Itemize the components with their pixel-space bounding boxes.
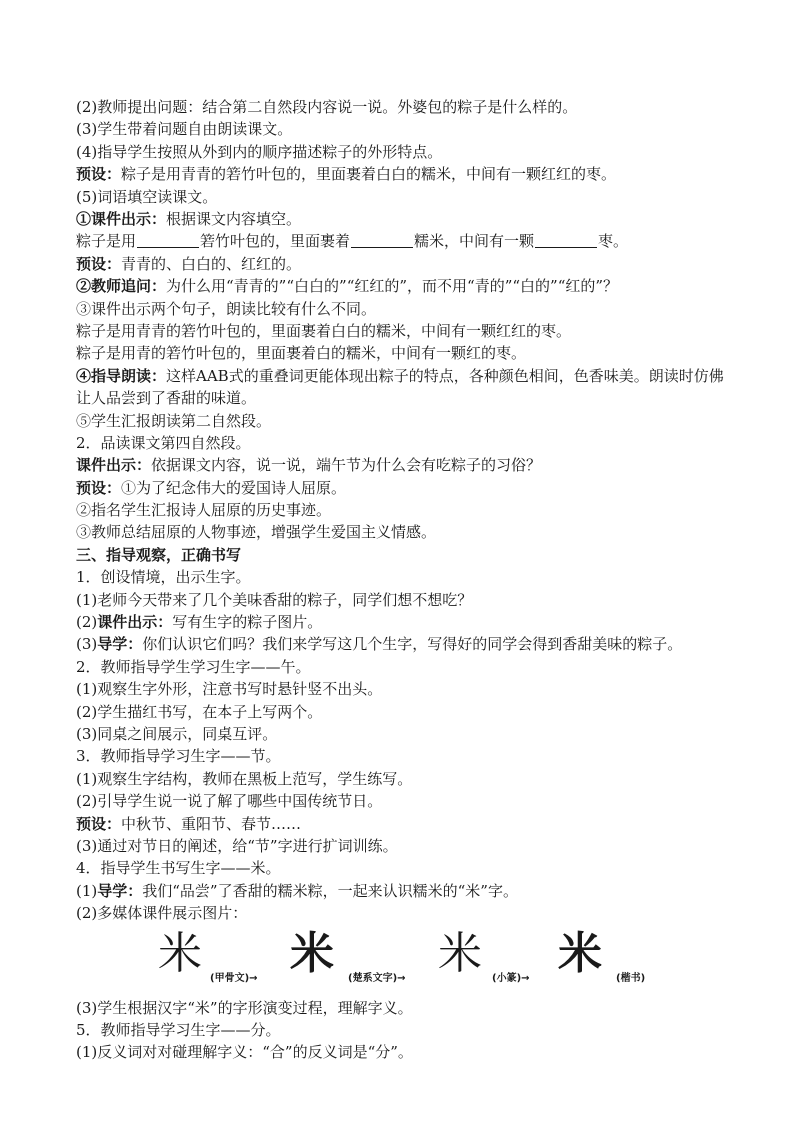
text-line: 2．品读课文第四自然段。 [76, 433, 251, 452]
line-text: 中秋节、重阳节、春节…… [121, 814, 302, 833]
caption-oracle-bone: (甲骨文)→ [210, 972, 258, 984]
text-line [76, 454, 726, 476]
text-line: 2．教师指导学生学习生字——午。 [76, 657, 311, 676]
text-line: (2)教师提出问题：结合第二自然段内容说一说。外婆包的粽子是什么样的。 [76, 98, 578, 116]
text-line: (3)同桌之间展示，同桌互评。 [76, 724, 278, 743]
text-line: (2)多媒体课件展示图片： [76, 904, 248, 923]
text-line: (1)反义词对对碰理解字义：“合”的反义词是“分”。 [76, 1043, 413, 1062]
line-text: 依据课文内容，说一说，端午节为什么会有吃粽子的习俗？ [151, 456, 542, 475]
text-line: (1)观察生字结构，教师在黑板上范写，学生练写。 [76, 769, 413, 788]
text-line [76, 275, 726, 297]
text-line: 粽子是用青的箬竹叶包的，里面裹着白的糯米，中间有一颗红的枣。 [76, 344, 527, 363]
text-line: (3)学生根据汉字“米”的字形演变过程，理解字义。 [76, 998, 413, 1017]
bold-label: ②教师追问： [76, 277, 167, 296]
blank-2 [351, 233, 413, 248]
line-text: ①为了纪念伟大的爱国诗人屈原。 [121, 478, 347, 497]
text-line [76, 208, 726, 230]
bold-label: 导学： [97, 635, 143, 654]
section-heading: 三、指导观察，正确书写 [76, 545, 242, 564]
text-line [76, 813, 726, 835]
regular-script-glyph: 米 [558, 927, 602, 979]
text-line: (2)引导学生说一说了解了哪些中国传统节日。 [76, 792, 383, 811]
blank-3 [535, 233, 597, 248]
text-line: ③教师总结屈原的人物事迹，增强学生爱国主义情感。 [76, 523, 437, 542]
line-text: 你们认识它们吗？我们来学写这几个生字，写得好的同学会得到香甜美味的粽子。 [142, 635, 683, 654]
small-seal-glyph: 米 [438, 927, 482, 979]
bold-label: 预设： [76, 478, 122, 497]
line-text: 根据课文内容填空。 [166, 209, 302, 228]
bold-label: 预设： [76, 165, 122, 184]
text-line: 3．教师指导学习生字——节。 [76, 747, 281, 766]
text-line: ②指名学生汇报诗人屈原的历史事迹。 [76, 501, 332, 520]
bold-label: 课件出示： [97, 613, 173, 632]
caption-small-seal: (小篆)→ [492, 972, 530, 984]
text-line: ⑤学生汇报朗读第二自然段。 [76, 411, 272, 430]
line-text: 写有生字的粽子图片。 [172, 613, 323, 632]
bold-label: ①课件出示： [76, 209, 167, 228]
text-line: 4．指导学生书写生字——米。 [76, 859, 281, 878]
text-line [76, 477, 726, 499]
text-line: (4)指导学生按照从外到内的顺序描述粽子的外形特点。 [76, 142, 443, 161]
lesson-content [76, 96, 726, 1064]
text-line: (1)观察生字外形，注意书写时悬针竖不出头。 [76, 680, 383, 699]
caption-chu-script: (楚系文字)→ [348, 972, 406, 984]
chu-script-glyph: 米 [290, 927, 334, 979]
bold-label: 导学： [97, 881, 143, 900]
blank-1 [137, 233, 199, 248]
bold-label: ④指导朗读： [76, 366, 167, 385]
text-line: (5)词语填空读课文。 [76, 187, 218, 206]
text-line [76, 163, 726, 185]
text-line [76, 253, 726, 275]
text-line: (3)学生带着问题自由朗读课文。 [76, 120, 293, 139]
oracle-bone-glyph: 米 [158, 927, 196, 979]
text-line: (3)导学：你们认识它们吗？我们来学写这几个生字，写得好的同学会得到香甜美味的粽子。 [76, 635, 683, 654]
text-line: 5．教师指导学习生字——分。 [76, 1020, 281, 1039]
text-line: (3)通过对节日的阐述，给“节”字进行扩词训练。 [76, 836, 398, 855]
line-text: 为什么用“青青的”“白白的”“红红的”，而不用“青的”“白的”“红的”？ [166, 277, 619, 296]
text-line: 1．创设情境，出示生字。 [76, 568, 251, 587]
text-line: (1)导学：我们“品尝”了香甜的糯米粽，一起来认识糯米的“米”字。 [76, 881, 518, 900]
line-text: 青青的、白白的、红红的。 [121, 254, 302, 273]
text-line: ③课件出示两个句子，朗读比较有什么不同。 [76, 299, 377, 318]
bold-label: 预设： [76, 814, 122, 833]
character-evolution-figure [76, 925, 726, 997]
fill-in-blank-line: 粽子是用 箬竹叶包的，里面裹着 糯米，中间有一颗 枣。 [76, 232, 629, 251]
text-line [76, 365, 726, 410]
text-line: (2)学生描红书写，在本子上写两个。 [76, 702, 323, 721]
text-line: 粽子是用青青的箬竹叶包的，里面裹着白白的糯米，中间有一颗红红的枣。 [76, 321, 572, 340]
line-text: 这样AAB式的重叠词更能体现出粽子的特点，各种颜色相间，色香味美。朗读时仿佛让人品尝到了香甜的味道。 [76, 366, 724, 408]
caption-regular-script: (楷书) [616, 972, 646, 984]
line-text: 粽子是用青青的箬竹叶包的，里面裹着白白的糯米，中间有一颗红红的枣。 [121, 165, 617, 184]
line-text: 我们“品尝”了香甜的糯米粽，一起来认识糯米的“米”字。 [142, 881, 518, 900]
text-line: (2)课件出示：写有生字的粽子图片。 [76, 613, 323, 632]
bold-label: 课件出示： [76, 456, 152, 475]
bold-label: 预设： [76, 254, 122, 273]
text-line: (1)老师今天带来了几个美味香甜的粽子，同学们想不想吃？ [76, 590, 473, 609]
